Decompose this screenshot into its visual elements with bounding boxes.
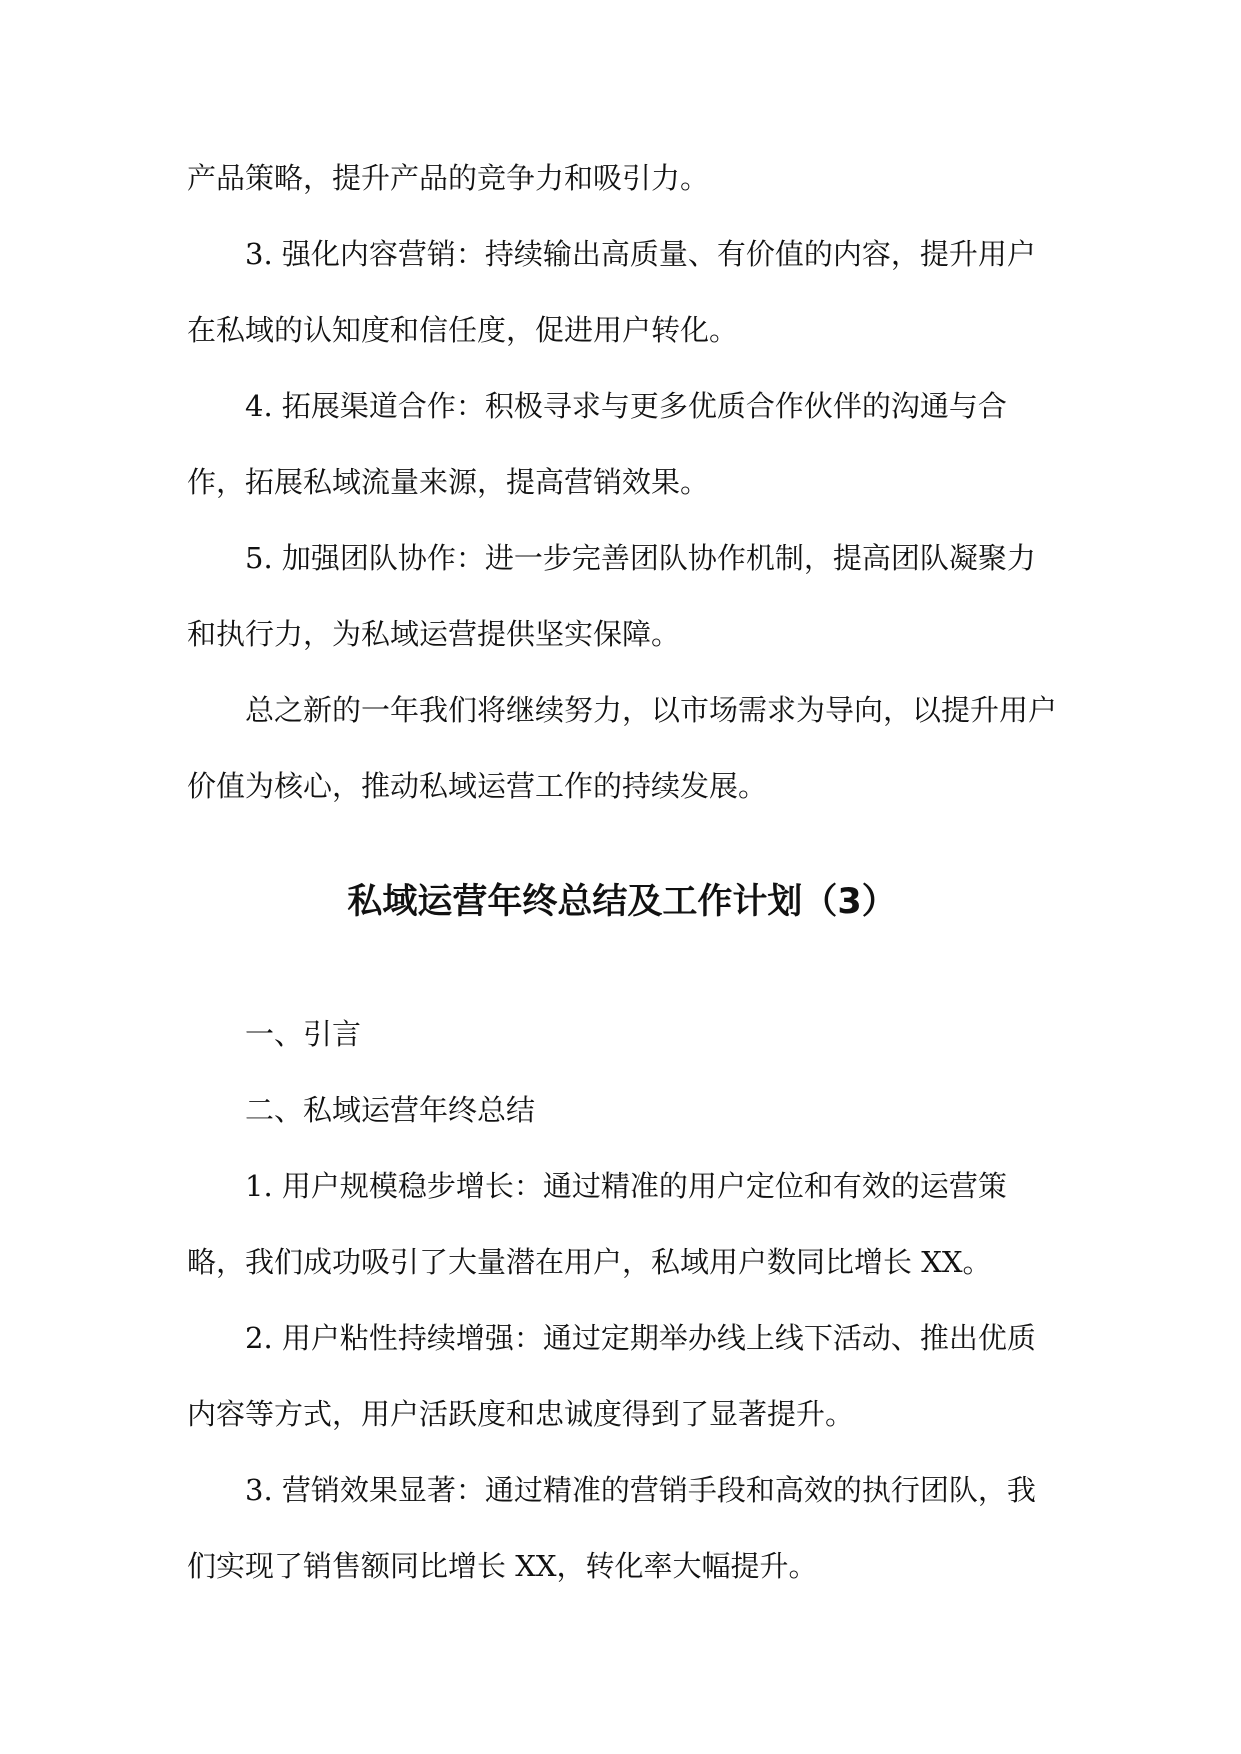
outline-summary: 二、私域运营年终总结 <box>245 1093 536 1127</box>
outline-introduction: 一、引言 <box>245 1017 362 1051</box>
plan-item-4: 4. 拓展渠道合作：积极寻求与更多优质合作伙伴的沟通与合作，拓展私域流量来源，提高营销效果。 <box>187 389 1007 499</box>
plan-item-5: 5. 加强团队协作：进一步完善团队协作机制，提高团队凝聚力和执行力，为私域运营提供坚实保障。 <box>187 541 1036 651</box>
document-body <box>187 140 1057 1604</box>
summary-item-3: 3. 营销效果显著：通过精准的营销手段和高效的执行团队，我们实现了销售额同比增长 XX，转化率大幅提升。 <box>187 1473 1036 1583</box>
conclusion-paragraph: 总之新的一年我们将继续努力，以市场需求为导向，以提升用户价值为核心，推动私域运营工作的持续发展。 <box>187 693 1058 803</box>
continuation-paragraph: 产品策略，提升产品的竞争力和吸引力。 <box>187 161 710 195</box>
plan-item-3: 3. 强化内容营销：持续输出高质量、有价值的内容，提升用户在私域的认知度和信任度，促进用户转化。 <box>187 237 1036 347</box>
summary-item-2: 2. 用户粘性持续增强：通过定期举办线上线下活动、推出优质内容等方式，用户活跃度和忠诚度得到了显著提升。 <box>187 1321 1036 1431</box>
section-title: 私域运营年终总结及工作计划（3） <box>347 882 897 922</box>
summary-item-1: 1. 用户规模稳步增长：通过精准的用户定位和有效的运营策略，我们成功吸引了大量潜在用户，私域用户数同比增长 XX。 <box>187 1169 1007 1279</box>
